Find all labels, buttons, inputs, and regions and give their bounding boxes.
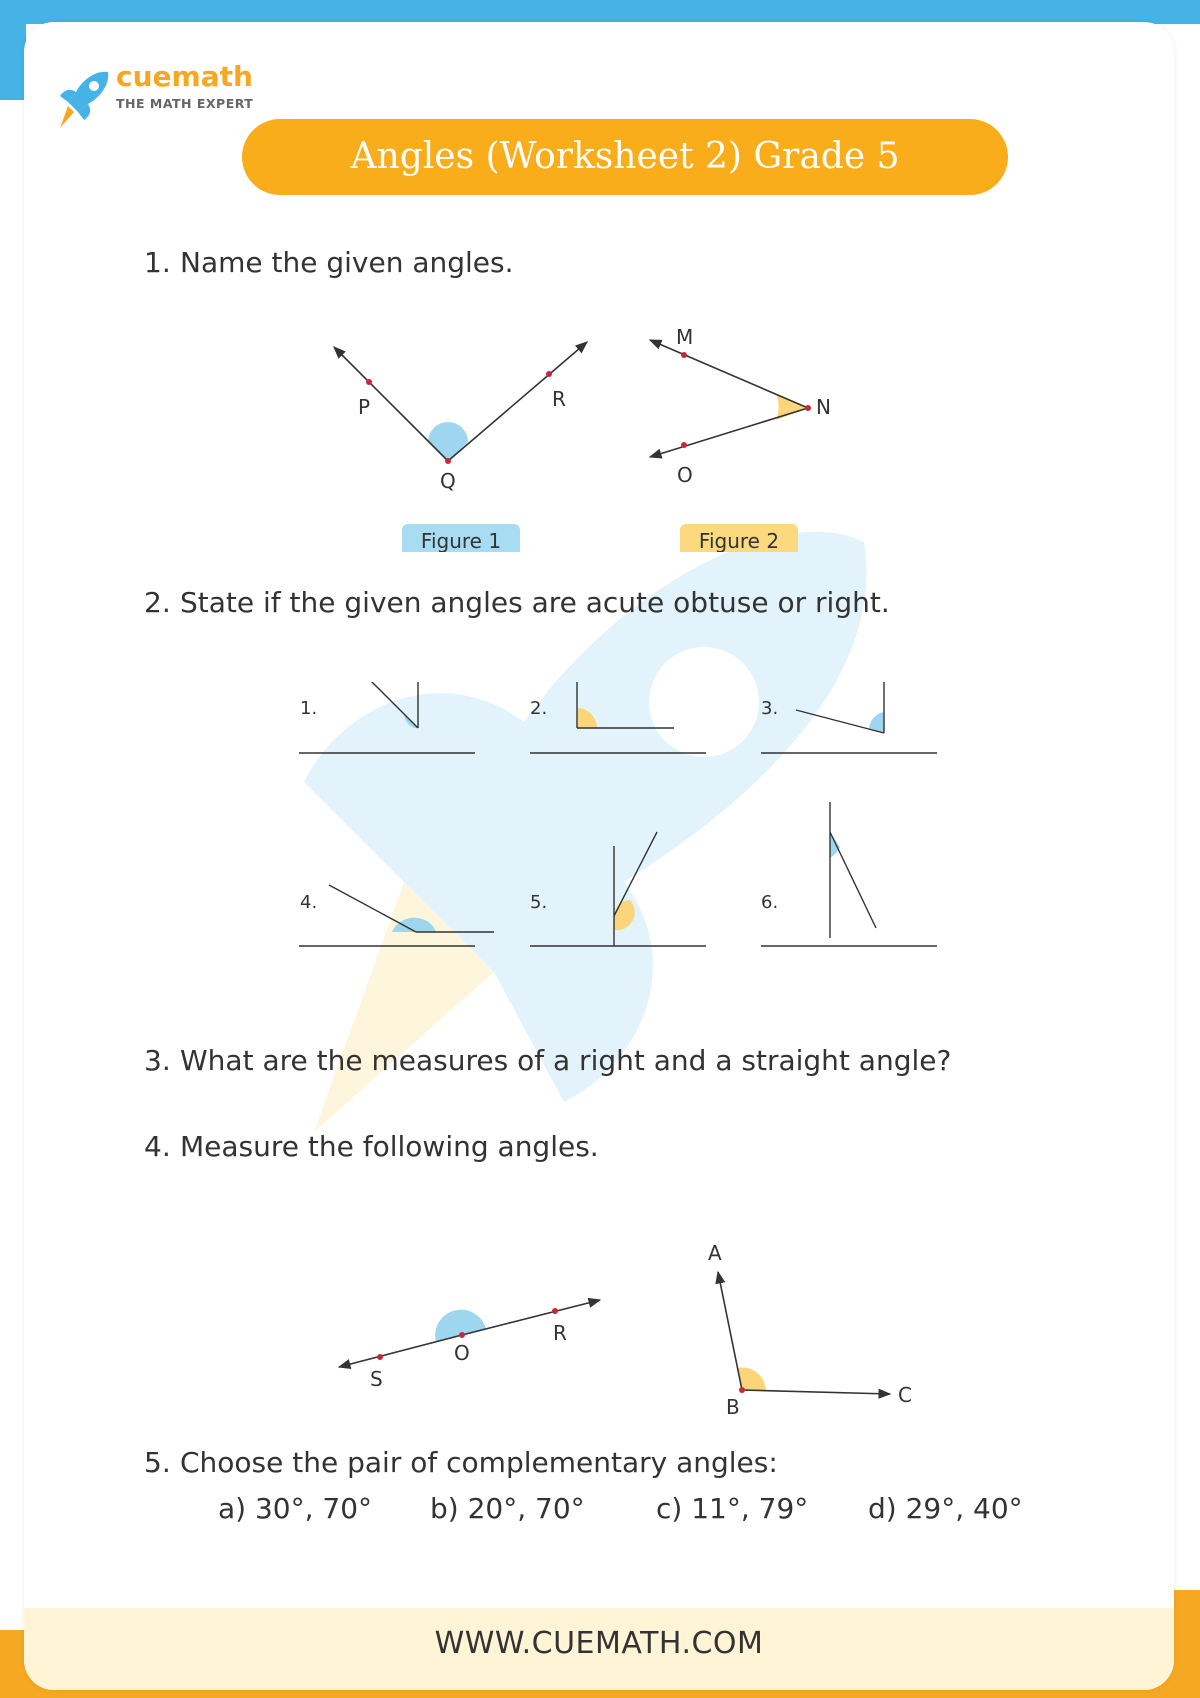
figure-2-label-box [680, 524, 798, 552]
question-4 [144, 1130, 599, 1163]
top-frame [0, 0, 1200, 24]
question-3 [144, 1044, 951, 1077]
figure-1-label-box [402, 524, 520, 552]
straight-angle-sor [339, 1300, 600, 1391]
question-2 [144, 586, 890, 619]
option-a: a) 30°, 70° [218, 1492, 373, 1525]
worksheet-page [24, 22, 1174, 1690]
point-label: O [677, 463, 693, 487]
figure-2-label: Figure 2 [698, 529, 780, 552]
point-label: S [370, 1367, 383, 1391]
item-number: 1. [300, 698, 318, 719]
option-c: c) 11°, 79° [656, 1492, 809, 1525]
point-label: B [726, 1395, 740, 1419]
question-1 [144, 246, 514, 279]
worksheet-title: Angles (Worksheet 2) Grade 5 [242, 119, 1008, 195]
figure-1-label: Figure 1 [420, 529, 502, 552]
question-text: Choose the pair of complementary angles: [180, 1446, 778, 1479]
question-text: State if the given angles are acute obtuse or right. [180, 586, 890, 619]
point-label: O [454, 1341, 470, 1365]
point-label: Q [440, 469, 456, 493]
right-frame [1172, 1590, 1200, 1698]
logo-tagline: THE MATH EXPERT [116, 96, 254, 111]
angle-abc [708, 1241, 912, 1419]
left-frame [0, 0, 26, 100]
question-number: 5. [144, 1446, 171, 1479]
option-d: d) 29°, 40° [868, 1492, 1023, 1525]
question-number: 1. [144, 246, 171, 279]
point-label: P [358, 395, 371, 419]
q1-figures [24, 322, 1174, 552]
question-number: 4. [144, 1130, 171, 1163]
question-number: 2. [144, 586, 171, 619]
question-text: Name the given angles. [180, 246, 514, 279]
point-label: C [898, 1383, 912, 1407]
question-number: 3. [144, 1044, 171, 1077]
figure-1-angle-pqr [334, 342, 587, 493]
item-number: 6. [761, 892, 779, 913]
footer-url[interactable]: WWW.CUEMATH.COM [434, 1626, 764, 1661]
point-label: A [708, 1241, 722, 1265]
item-number: 3. [761, 698, 779, 719]
figure-2-angle-mno [650, 325, 831, 487]
point-label: M [676, 325, 694, 349]
item-number: 4. [300, 892, 318, 913]
q2-angles-grid [24, 682, 1174, 1012]
item-number: 5. [530, 892, 548, 913]
point-label: N [816, 395, 831, 419]
question-5 [144, 1446, 778, 1479]
item-number: 2. [530, 698, 548, 719]
question-text: What are the measures of a right and a straight angle? [180, 1044, 952, 1077]
point-label: R [553, 1321, 567, 1345]
point-label: R [552, 387, 566, 411]
option-b: b) 20°, 70° [430, 1492, 585, 1525]
logo-name: cuemath [116, 60, 253, 93]
question-text: Measure the following angles. [180, 1130, 599, 1163]
q4-figures [24, 1218, 1174, 1438]
